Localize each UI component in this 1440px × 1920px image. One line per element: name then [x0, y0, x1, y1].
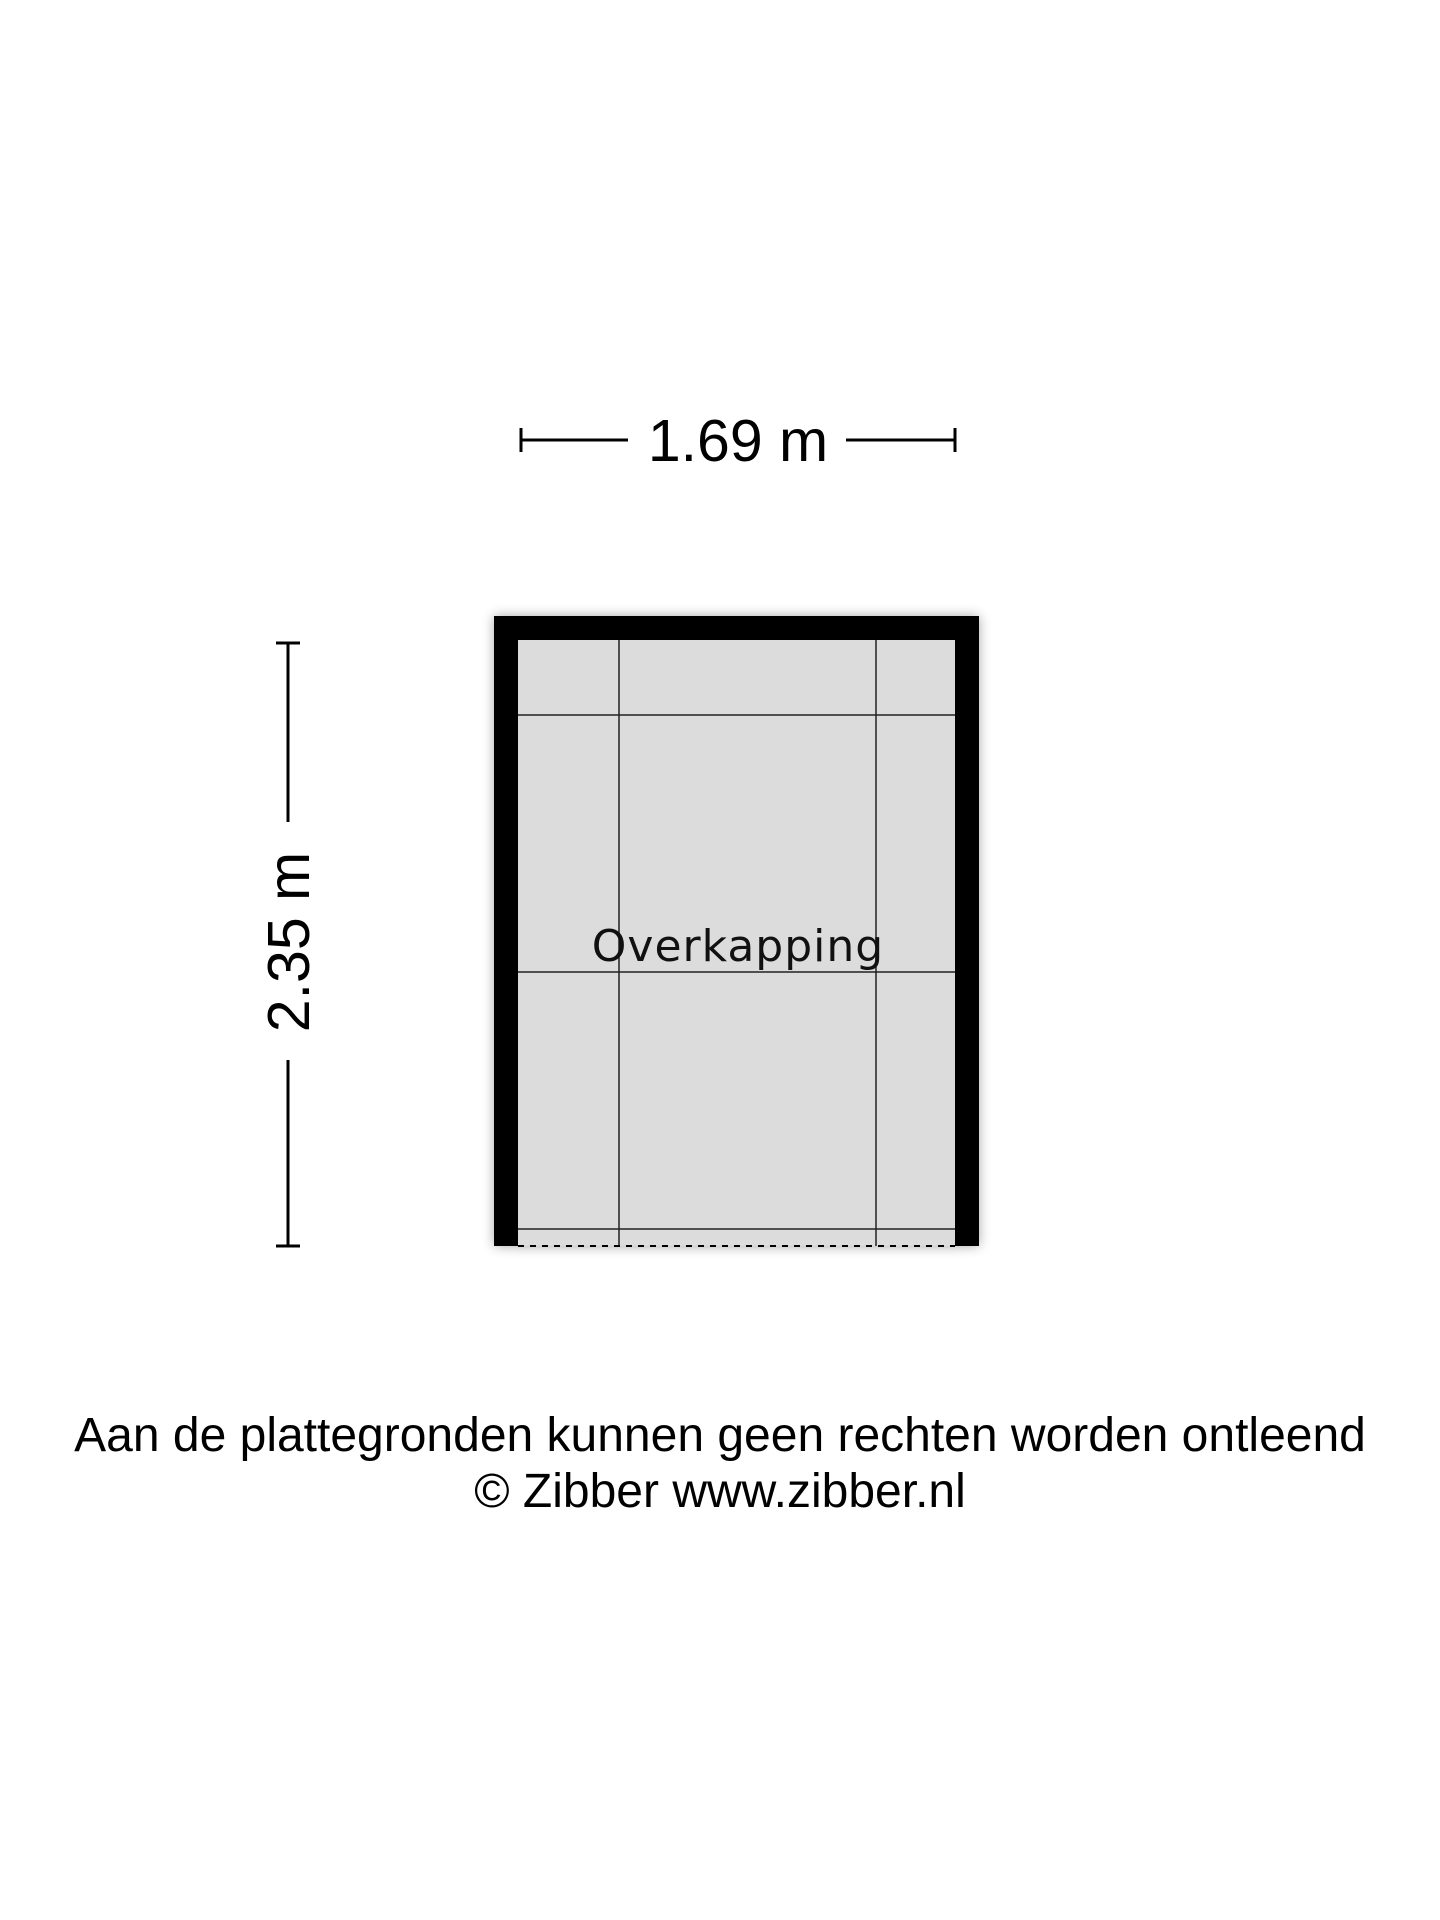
- room-name-label: Overkapping: [591, 921, 885, 972]
- height-dimension-label: 2.35 m: [256, 851, 322, 1033]
- height-dimension: [256, 643, 322, 1246]
- disclaimer-text: Aan de plattegronden kunnen geen rechten worden ontleend: [74, 1409, 1366, 1462]
- copyright-text: © Zibber www.zibber.nl: [474, 1465, 966, 1518]
- wall-left: [494, 616, 518, 1246]
- width-dimension: [521, 408, 955, 474]
- wall-top: [494, 616, 979, 640]
- width-dimension-label: 1.69 m: [647, 408, 829, 474]
- wall-right: [955, 616, 979, 1246]
